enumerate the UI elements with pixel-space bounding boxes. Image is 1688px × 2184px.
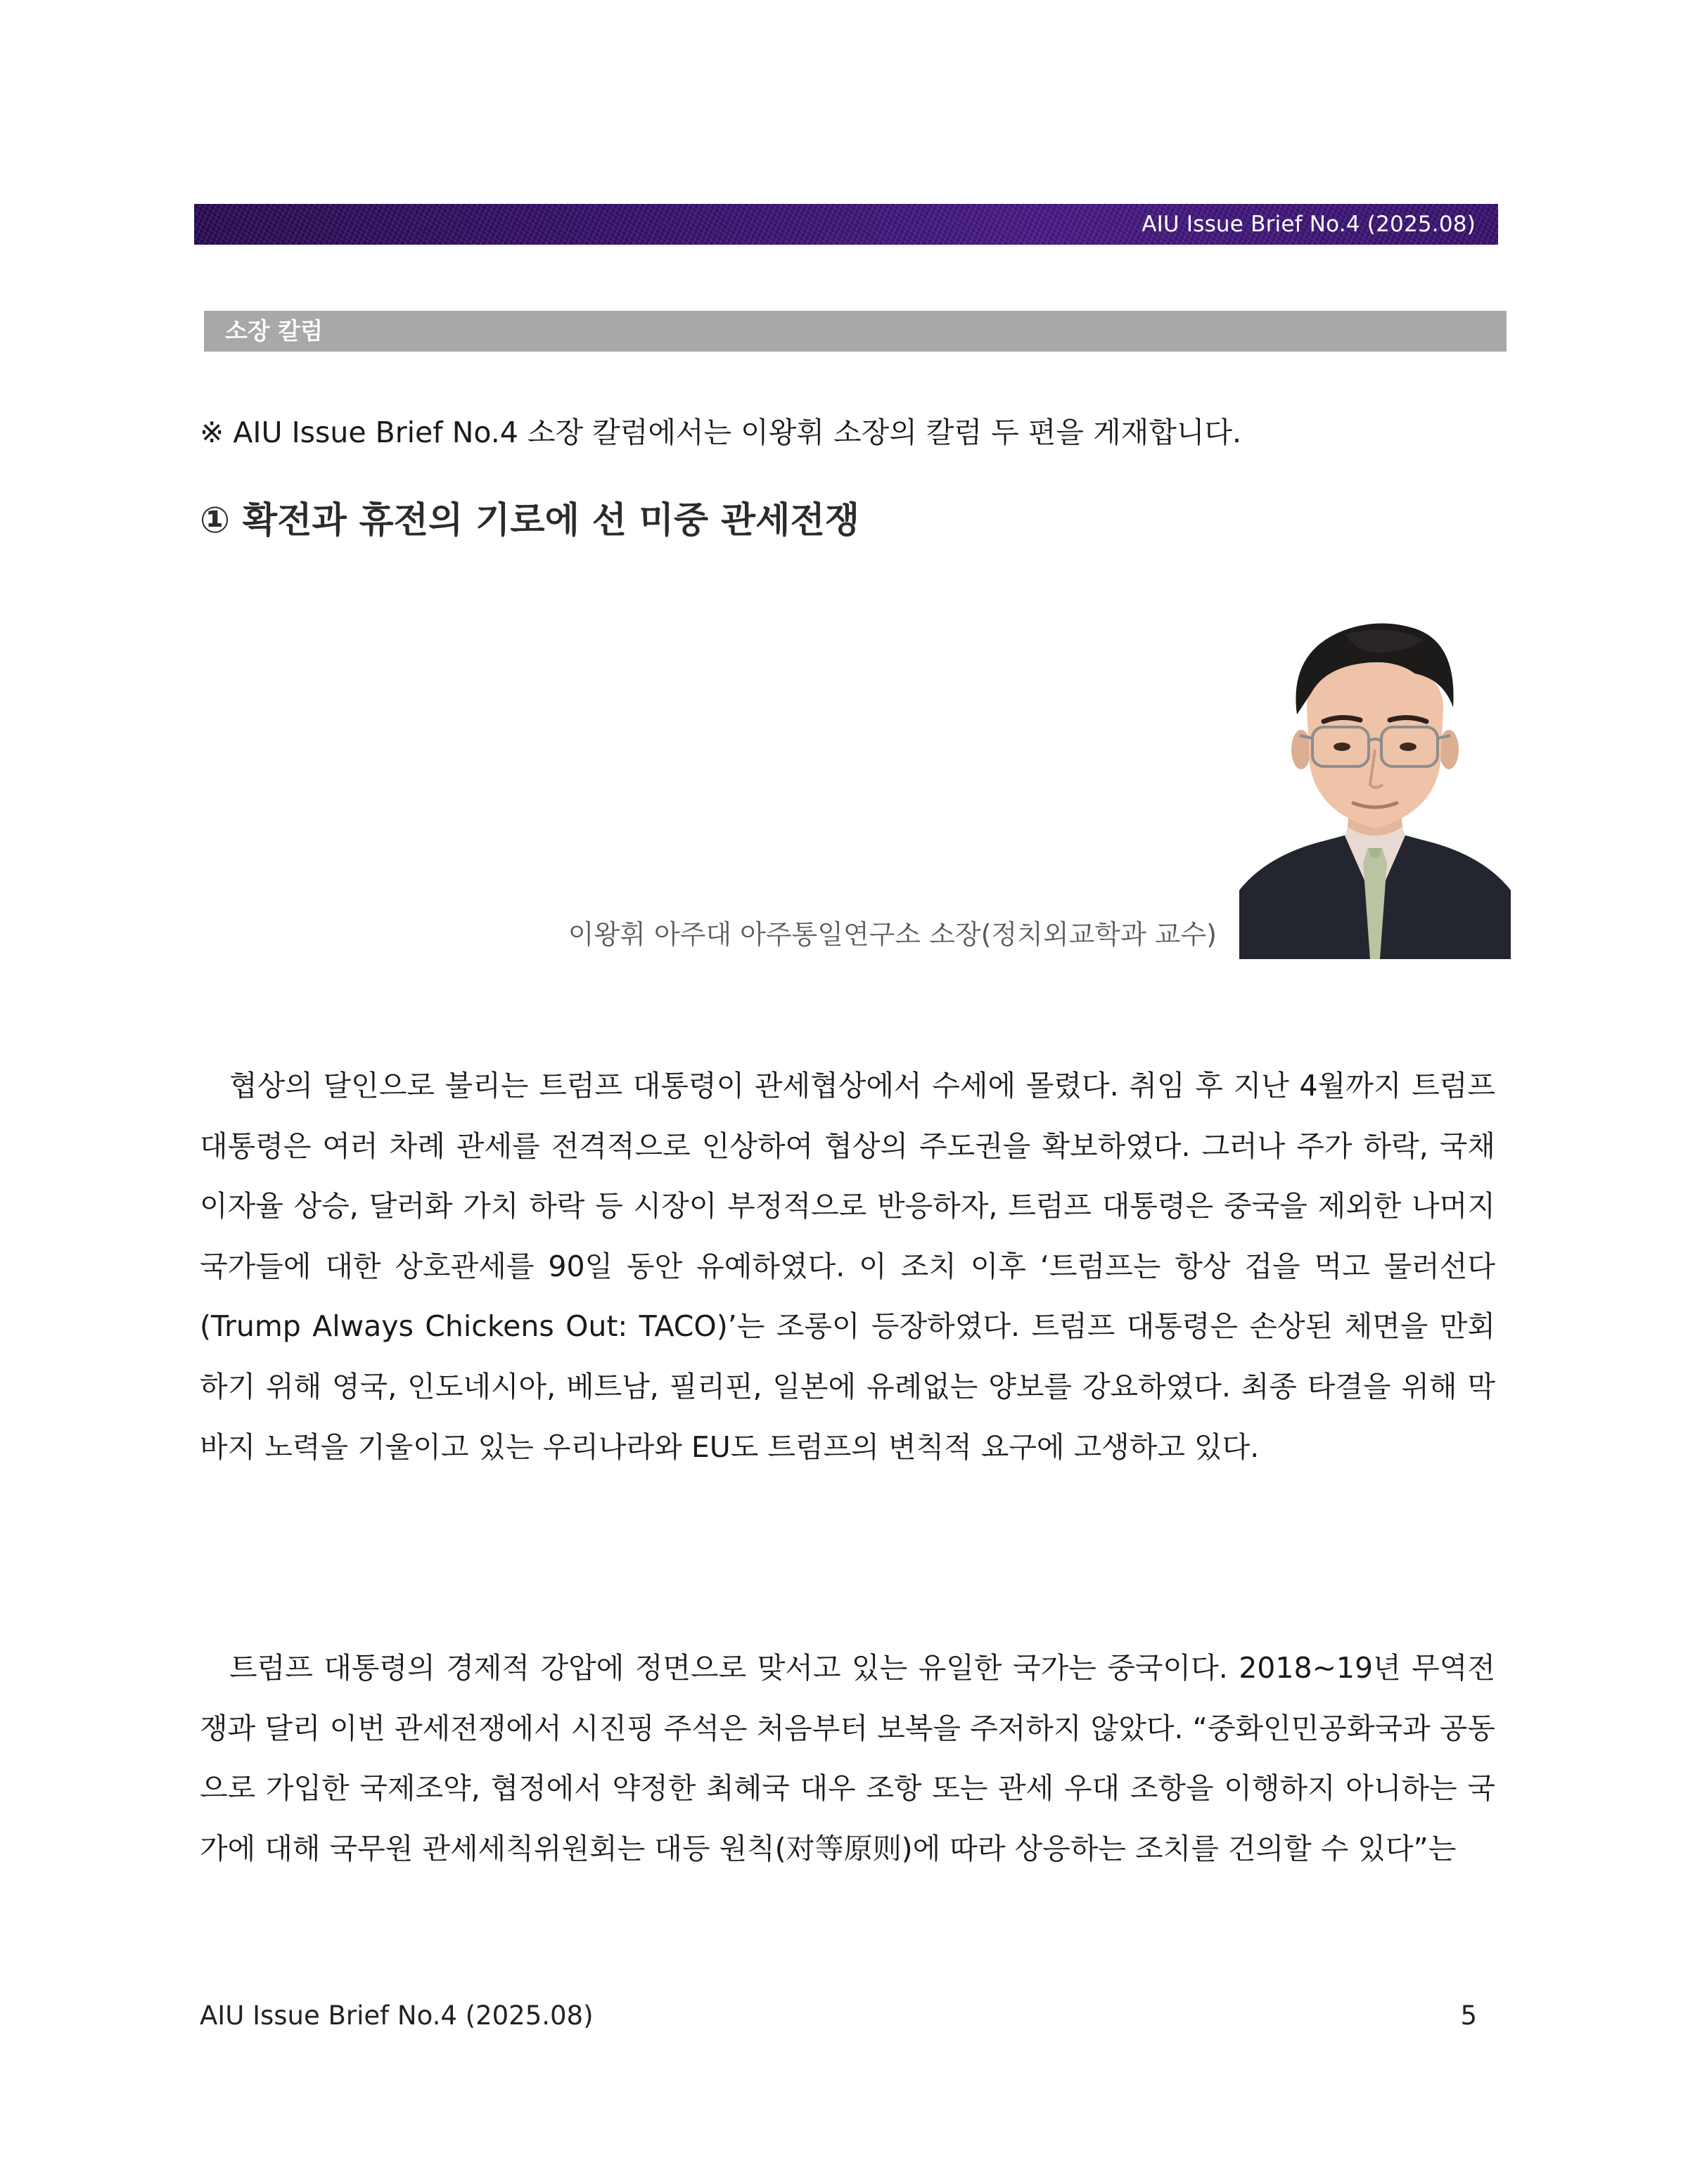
author-caption: 이왕휘 아주대 아주통일연구소 소장(정치외교학과 교수)	[568, 919, 1217, 950]
author-portrait-image	[1239, 609, 1511, 959]
footer-publication: AIU Issue Brief No.4 (2025.08)	[200, 2000, 594, 2031]
footer-page-number: 5	[1460, 2000, 1477, 2031]
column-title: ① 확전과 휴전의 기로에 선 미중 관세전쟁	[200, 500, 859, 541]
section-label: 소장 칼럼	[225, 317, 324, 345]
column-paragraph-1	[200, 1056, 1495, 1477]
column-paragraph-2	[200, 1638, 1495, 1879]
intro-note: ※ AIU Issue Brief No.4 소장 칼럼에서는 이왕휘 소장의 칼럼 두 편을 게재합니다.	[200, 416, 1242, 449]
section-bar	[204, 311, 1507, 352]
column-paragraph-2-text: 트럼프 대통령의 경제적 강압에 정면으로 맞서고 있는 유일한 국가는 중국이다. 2018~19년 무역전쟁과 달리 이번 관세전쟁에서 시진핑 주석은 처음부터 보복을 주저하지 않았다. “중화인민공화국과 공동으로 가입한 국제조약, 협정에서 약정한 최혜국 대우 조항 또는 관세 우대 조항을 이행하지 아니하는 국가에 대해 국무원 관세세칙위원회는 대등 원칙(对等原则)에 따라 상응하는 조치를 건의할 수 있다”는	[200, 1651, 1495, 1865]
column-paragraph-1-text: 협상의 달인으로 불리는 트럼프 대통령이 관세협상에서 수세에 몰렸다. 취임 후 지난 4월까지 트럼프 대통령은 여러 차례 관세를 전격적으로 인상하여 협상의 주도권을 확보하였다. 그러나 주가 하락, 국채 이자율 상승, 달러화 가치 하락 등 시장이 부정적으로 반응하자, 트럼프 대통령은 중국을 제외한 나머지 국가들에 대한 상호관세를 90일 동안 유예하였다. 이 조치 이후 ‘트럼프는 항상 겁을 먹고 물러선다(Trump Always Chickens Out: TACO)’는 조롱이 등장하였다. 트럼프 대통령은 손상된 체면을 만회하기 위해 영국, 인도네시아, 베트남, 필리핀, 일본에 유례없는 양보를 강요하였다. 최종 타결을 위해 막바지 노력을 기울이고 있는 우리나라와 EU도 트럼프의 변칙적 요구에 고생하고 있다.	[200, 1069, 1495, 1464]
header-band-label: AIU Issue Brief No.4 (2025.08)	[1142, 212, 1476, 237]
header-band	[194, 204, 1498, 245]
author-portrait	[1239, 609, 1511, 959]
